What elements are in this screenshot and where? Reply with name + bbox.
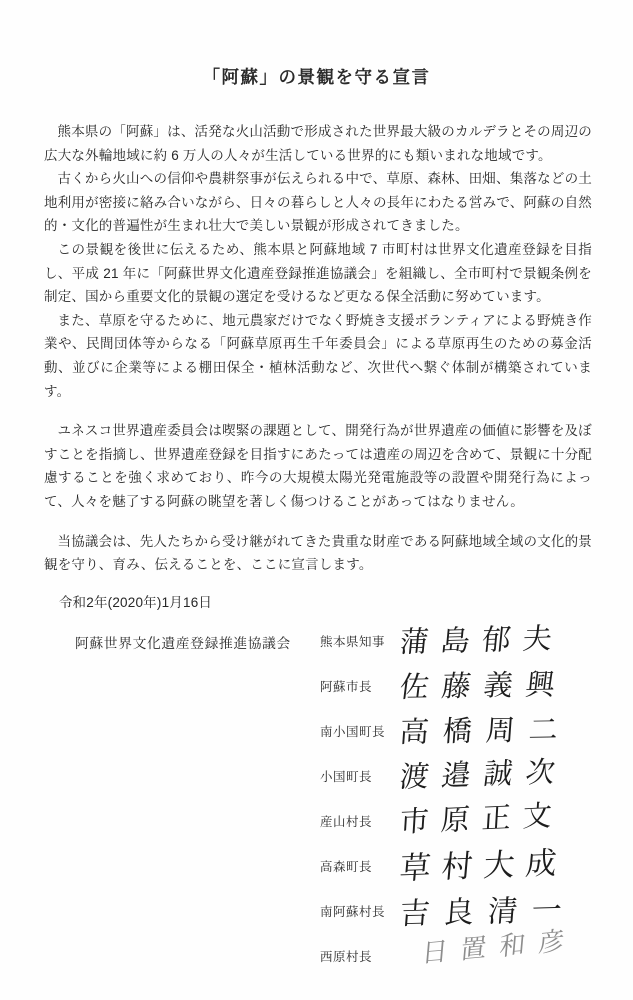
document-title: 「阿蘇」の景観を守る宣言 (202, 67, 431, 87)
signatory-row (320, 708, 613, 753)
signatory-title-aso-mayor: 阿蘇市長 (320, 679, 373, 694)
signatory-list (320, 618, 613, 978)
paragraph-unesco-warning: ユネスコ世界遺産委員会は喫緊の課題として、開発行為が世界遺産の価値に影響を及ぼすことを指摘し、世界遺産登録を目指すにあたっては遺産の周辺を含めて、景観に十分配慮することを強く求めており、昨今の大規模太陽光発電施設等の設置や開発行為によって、人々を魅了する阿蘇の眺望を著しく傷つけることがあってはなりません。 (44, 423, 592, 509)
signatory-row (320, 843, 613, 888)
signature-handwriting: 佐藤義興 (397, 667, 570, 705)
signatory-title-oguni-mayor: 小国町長 (320, 769, 373, 784)
document-body (44, 120, 592, 614)
signature-handwriting: 蒲島郁夫 (398, 620, 566, 660)
council-name: 阿蘇世界文化遺産登録推進協議会 (75, 636, 291, 652)
signatory-title-minamiaso-mayor: 南阿蘇村長 (320, 904, 386, 919)
signatory-title-nishihara-mayor: 西原村長 (320, 949, 373, 964)
signature-handwriting: 日置和彦 (420, 925, 579, 970)
paragraph-world-heritage-council: この景観を後世に伝えるため、熊本県と阿蘇地域 7 市町村は世界文化遺産登録を目指し、平成 21 年に「阿蘇世界文化遺産登録推進協議会」を組織し、全市町村で景観条例を制定、国から重要文化的景観の選定を受けるなど更なる保全活動に努めています。 (44, 241, 592, 305)
signature-handwriting: 吉良清一 (398, 892, 578, 932)
signatory-title-takamori-mayor: 高森町長 (320, 859, 373, 874)
paragraph-land-use-history: 古くから火山への信仰や農耕祭事が伝えられる中で、草原、森林、田畑、集落などの土地利用が密接に絡み合いながら、日々の暮らしと人々の長年にわたる営みで、阿蘇の自然的・文化的普遍性が生まれ壮大で美しい景観が形成されてきました。 (44, 171, 592, 234)
signatory-title-kumamoto-governor: 熊本県知事 (320, 634, 386, 649)
signature-handwriting: 高橋周二 (398, 712, 574, 750)
signatory-row (320, 753, 613, 798)
signatory-row (320, 925, 613, 978)
signature-handwriting: 市原正文 (398, 798, 565, 840)
signatory-title-minamioguni-mayor: 南小国町長 (320, 724, 386, 739)
paragraph-caldera-region: 熊本県の「阿蘇」は、活発な火山活動で形成された世界最大級のカルデラとその周辺の広大な外輪地域に約 6 万人の人々が生活している世界的にも類いまれな地域です。 (44, 124, 592, 163)
signatory-title-ubuyama-mayor: 産山村長 (320, 814, 373, 829)
signatory-row (320, 663, 613, 708)
signature-handwriting: 渡邉誠次 (397, 754, 570, 795)
paragraph-declaration: 当協議会は、先人たちから受け継がれてきた貴重な財産である阿蘇地域全域の文化的景観を守り、育み、伝えることを、ここに宣言します。 (44, 533, 592, 573)
signatory-row (320, 618, 613, 663)
signature-section (75, 618, 613, 978)
document-date: 令和2年(2020年)1月16日 (58, 594, 213, 610)
paragraph-grassland-preservation: また、草原を守るために、地元農家だけでなく野焼き支援ボランティアによる野焼き作業や、民間団体等からなる「阿蘇草原再生千年委員会」による草原再生のための募金活動、並びに企業等による棚田保全・植林活動など、次世代へ繋ぐ体制が構築されています。 (44, 312, 592, 399)
signature-handwriting: 草村大成 (398, 845, 570, 888)
